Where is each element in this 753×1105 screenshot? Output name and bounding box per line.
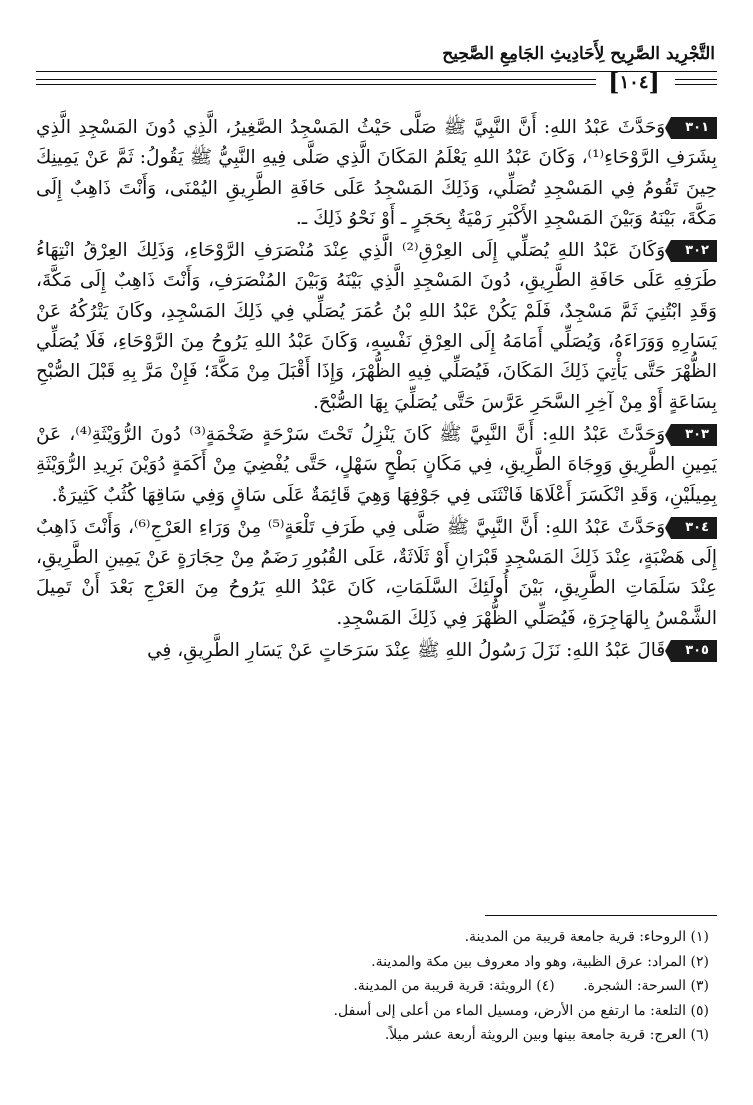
hadith-number-badge: ٣٠٥ bbox=[671, 640, 717, 662]
footnote: (١) الروحاء: قرية جامعة قريبة من المدينة. bbox=[464, 929, 709, 945]
main-text bbox=[36, 113, 717, 666]
ornament-line bbox=[36, 84, 596, 85]
ornament-line bbox=[675, 84, 717, 85]
hadith-text: وَحَدَّثَ عَبْدُ اللهِ: أَنَّ النَّبِيَّ ﷺ صَلَّى فِي طَرَفِ تَلْعَةٍ⁽⁵⁾ مِنْ وَرَاءِ العَرْجِ⁽⁶⁾، وَأَنْتَ ذَاهِبٌ إِلَى هَضْبَةٍ، عِنْدَ ذَلِكَ المَسْجِدِ قَبْرَانِ أَوْ ثَلَاثَةٌ، عَلَى القُبُورِ رَضَمٌ مِنْ حِجَارَةٍ عَنْ يَمِينِ الطَّرِيقِ، عِنْدَ سَلَمَاتِ الطَّرِيقِ، بَيْنَ أُولَئِكَ السَّلَمَاتِ، كَانَ عَبْدُ اللهِ يَرُوحُ مِنَ العَرْجِ بَعْدَ أَنْ تَمِيلَ الشَّمْسُ بِالهَاجِرَةِ، فَيُصَلِّي الظُّهْرَ فِي ذَلِكَ المَسْجِدِ. bbox=[36, 516, 717, 629]
footnote-row bbox=[80, 974, 709, 999]
footnote: (٣) السرحة: الشجرة. bbox=[583, 978, 709, 994]
hadith-paragraph bbox=[36, 113, 717, 234]
bracket-open: [ bbox=[608, 67, 620, 96]
footnote-separator bbox=[485, 915, 717, 916]
hadith-text: وَحَدَّثَ عَبْدُ اللهِ: أَنَّ النَّبِيَّ ﷺ صَلَّى حَيْثُ المَسْجِدُ الصَّغِيرُ، الَّذِي دُونَ المَسْجِدِ الَّذِي بِشَرَفِ الرَّوْحَاءِ⁽¹⁾، وَكَانَ عَبْدُ اللهِ يَعْلَمُ المَكَانَ الَّذِي صَلَّى فِيهِ النَّبِيُّ ﷺ يَقُولُ: ثَمَّ عَنْ يَمِينِكَ حِينَ تَقُومُ فِي المَسْجِدِ تُصَلِّي، وَذَلِكَ المَسْجِدُ عَلَى حَافَةِ الطَّرِيقِ اليُمْنَى، وَأَنْتَ ذَاهِبٌ إِلَى مَكَّةَ، بَيْنَهُ وَبَيْنَ المَسْجِدِ الأَكْبَرِ رَمْيَةٌ بِحَجَرٍ ـ أَوْ نَحْوُ ذَلِكَ ـ. bbox=[36, 117, 718, 229]
footnote: (٤) الرويثة: قرية قريبة من المدينة. bbox=[353, 978, 555, 994]
hadith-paragraph bbox=[36, 236, 717, 418]
ornament-line bbox=[36, 79, 596, 80]
page-number-value: ١٠٤ bbox=[619, 71, 649, 93]
footnote: (٥) التلعة: ما ارتفع من الأرض، ومسيل الماء من أعلى إلى أسفل. bbox=[333, 1002, 709, 1019]
hadith-paragraph bbox=[36, 636, 717, 666]
footnote: (٢) المراد: عرق الظبية، وهو واد معروف بين مكة والمدينة. bbox=[371, 953, 709, 970]
hadith-paragraph bbox=[36, 420, 717, 511]
ornament-line bbox=[675, 79, 717, 80]
footnote: (٦) العرج: قرية جامعة بينها وبين الرويثة أربعة عشر ميلاً. bbox=[384, 1027, 709, 1043]
hadith-text: وَكَانَ عَبْدُ اللهِ يُصَلِّي إِلَى العِرْقِ⁽²⁾ الَّذِي عِنْدَ مُنْصَرَفِ الرَّوْحَاءِ، وَذَلِكَ العِرْقُ انْتِهَاءُ طَرَفِهِ عَلَى حَافَةِ الطَّرِيقِ، دُونَ المَسْجِدِ الَّذِي بَيْنَهُ وَبَيْنَ المُنْصَرَفِ، وَأَنْتَ ذَاهِبٌ إِلَى مَكَّةَ، وَقَدِ ابْتُنِيَ ثَمَّ مَسْجِدٌ، فَلَمْ يَكُنْ عَبْدُ اللهِ بْنُ عُمَرَ يُصَلِّي فِي ذَلِكَ المَسْجِدِ، وكَانَ يَتْرُكُهُ عَنْ يَسَارِهِ وَوَرَاءَهُ، وَيُصَلِّي أَمَامَهُ إِلَى العِرْقِ نَفْسِهِ، وَكَانَ عَبْدُ اللهِ يَرُوحُ مِنَ الرَّوْحَاءِ، فَلَا يُصَلِّي الظُّهْرَ حَتَّى يَأْتِيَ ذَلِكَ المَكَانَ، فَيُصَلِّي فِيهِ الظُّهْرَ، وَإِذَا أَقْبَلَ مِنْ مَكَّةَ؛ فَإِنْ مَرَّ بِهِ قَبْلَ الصُّبْحِ بِسَاعَةٍ أَوْ مِنْ آخِرِ السَّحَرِ عَرَّسَ حَتَّى يُصَلِّيَ بِهَا الصُّبْحَ. bbox=[36, 240, 717, 413]
hadith-text: قَالَ عَبْدُ اللهِ: نَزَلَ رَسُولُ اللهِ ﷺ عِنْدَ سَرَحَاتٍ عَنْ يَسَارِ الطَّرِيقِ، فِي bbox=[147, 640, 666, 662]
hadith-text: وَحَدَّثَ عَبْدُ اللهِ: أَنَّ النَّبِيَّ ﷺ كَانَ يَنْزِلُ تَحْتَ سَرْحَةٍ ضَخْمَةٍ⁽³⁾ دُونَ الرُّوَيْثَةِ⁽⁴⁾، عَنْ يَمِينِ الطَّرِيقِ وَوِجَاهَ الطَّرِيقِ، فِي مَكَانٍ بَطْحٍ سَهْلٍ، حَتَّى يُفْضِيَ مِنْ أَكَمَةٍ دُوَيْنَ بَرِيدِ الرُّوَيْثَةِ بِمِيلَيْنِ، وَقَدِ انْكَسَرَ أَعْلَاهَا فَانْثَنَى فِي جَوْفِهَا وَهِيَ قَائِمَةٌ عَلَى سَاقٍ وَفِي سَاقِهَا كُثُبٌ كَثِيرَةٌ. bbox=[36, 423, 717, 506]
page-number bbox=[603, 67, 665, 97]
hadith-number-badge: ٣٠٢ bbox=[671, 240, 717, 262]
hadith-number-badge: ٣٠٤ bbox=[671, 517, 717, 539]
hadith-number-badge: ٣٠٣ bbox=[671, 424, 717, 446]
footnotes bbox=[80, 925, 709, 1048]
running-title: التَّجْرِيد الصَّرِيح لِأَحَادِيثِ الجَامِعِ الصَّحِيح bbox=[442, 44, 715, 64]
page-number-ornament bbox=[0, 64, 753, 104]
hadith-paragraph bbox=[36, 513, 717, 634]
bracket-close: ] bbox=[648, 67, 660, 96]
hadith-number-badge: ٣٠١ bbox=[671, 117, 717, 139]
